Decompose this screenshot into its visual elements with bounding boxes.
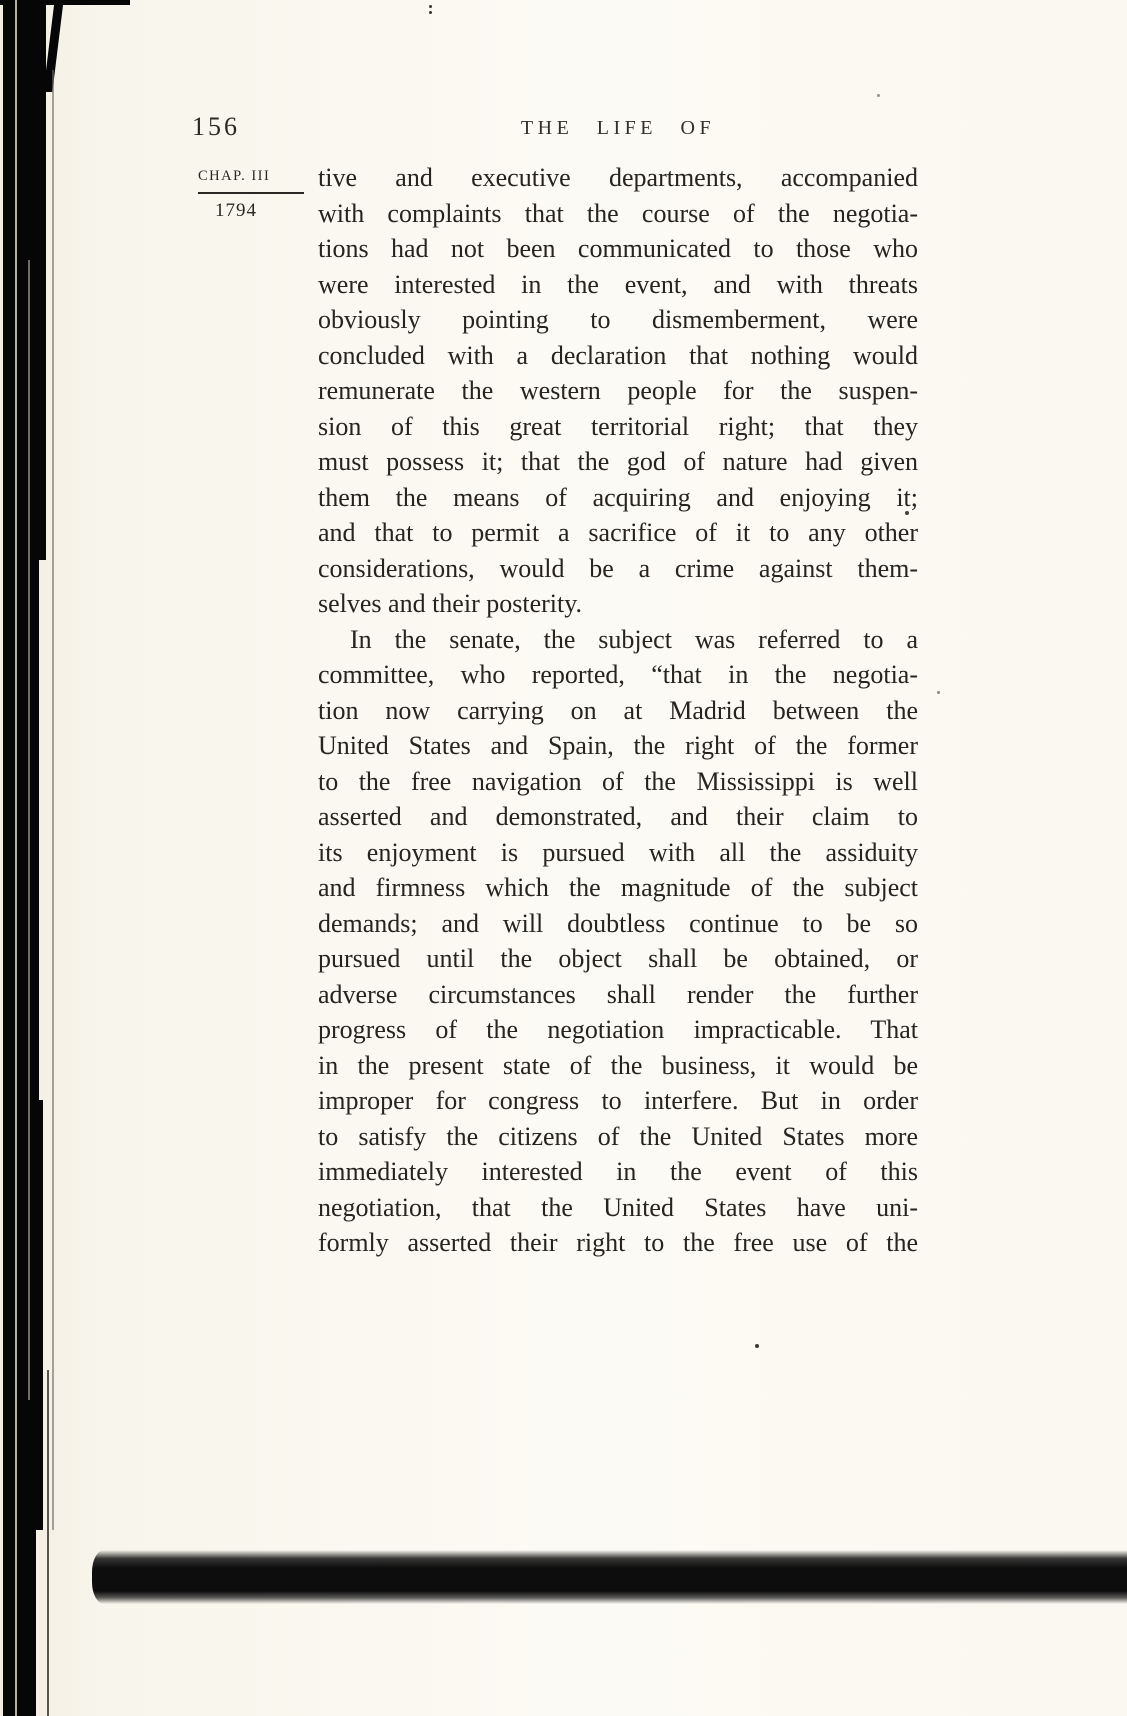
text-line: remunerate the western people for the suspen- (318, 376, 918, 405)
text-line: to satisfy the citizens of the United States more (318, 1121, 918, 1151)
running-header: THE LIFE OF (520, 117, 716, 139)
text-line: negotiation, that the United States have uni- (318, 1192, 918, 1222)
binding-streak (28, 260, 30, 1400)
text-line: asserted and demonstrated, and their claim to (318, 802, 918, 831)
binding-top-edge (0, 0, 130, 5)
text-line: tion now carrying on at Madrid between the (318, 695, 918, 725)
text-line: in the present state of the business, it would be (318, 1050, 918, 1080)
text-line: In the senate, the subject was referred to a (350, 624, 918, 654)
binding-segment (3, 0, 46, 560)
text-line: United States and Spain, the right of the former (318, 731, 918, 760)
page-edge-hairline (52, 70, 54, 1530)
text-line: must possess it; that the god of nature had given (318, 447, 918, 476)
page-number: 156 (192, 112, 240, 141)
binding-streak (15, 0, 17, 1716)
binding-segment (3, 1530, 36, 1716)
body-text (318, 160, 918, 1261)
text-line: sion of this great territorial right; that they (318, 411, 918, 441)
scan-speck (905, 511, 909, 515)
text-line: to the free navigation of the Mississippi is well (318, 766, 918, 796)
text-line: formly asserted their right to the free use of the (318, 1228, 918, 1257)
text-line: progress of the negotiation impracticable. That (318, 1015, 918, 1044)
text-line: and that to permit a sacrifice of it to any other (318, 518, 918, 547)
scan-speck (429, 5, 432, 8)
text-line: selves and their posterity. (318, 589, 583, 618)
scan-speck (429, 11, 432, 14)
scan-speck (877, 94, 880, 97)
bottom-scan-band (92, 1550, 1127, 1604)
text-line: and firmness which the magnitude of the subject (318, 873, 918, 902)
margin-note (198, 168, 306, 222)
text-line: pursued until the object shall be obtained, or (318, 944, 918, 973)
year-label: 1794 (215, 200, 257, 221)
text-line: its enjoyment is pursued with all the assiduity (318, 837, 918, 867)
scan-speck (755, 1344, 759, 1348)
text-line: demands; and will doubtless continue to be so (318, 908, 918, 938)
binding-segment (3, 560, 39, 1100)
page-edge-hairline (47, 1370, 49, 1716)
text-line: were interested in the event, and with threats (318, 269, 918, 299)
text-line: with complaints that the course of the negotia- (318, 198, 918, 228)
text-line: tions had not been communicated to those who (318, 234, 918, 263)
text-line: adverse circumstances shall render the further (318, 979, 918, 1009)
text-line: committee, who reported, “that in the negotia- (318, 660, 918, 689)
binding-segment (3, 1100, 43, 1530)
chapter-label: CHAP. III (198, 168, 271, 184)
text-line: considerations, would be a crime against them- (318, 553, 918, 583)
text-line: them the means of acquiring and enjoying it; (318, 482, 918, 512)
text-line: concluded with a declaration that nothing would (318, 340, 918, 370)
text-line: immediately interested in the event of this (318, 1157, 918, 1186)
scan-speck (937, 691, 940, 694)
text-line: tive and executive departments, accompanied (318, 163, 918, 192)
text-line: obviously pointing to dismemberment, were (318, 305, 918, 334)
margin-rule (198, 192, 304, 194)
text-line: improper for congress to interfere. But in order (318, 1086, 918, 1115)
